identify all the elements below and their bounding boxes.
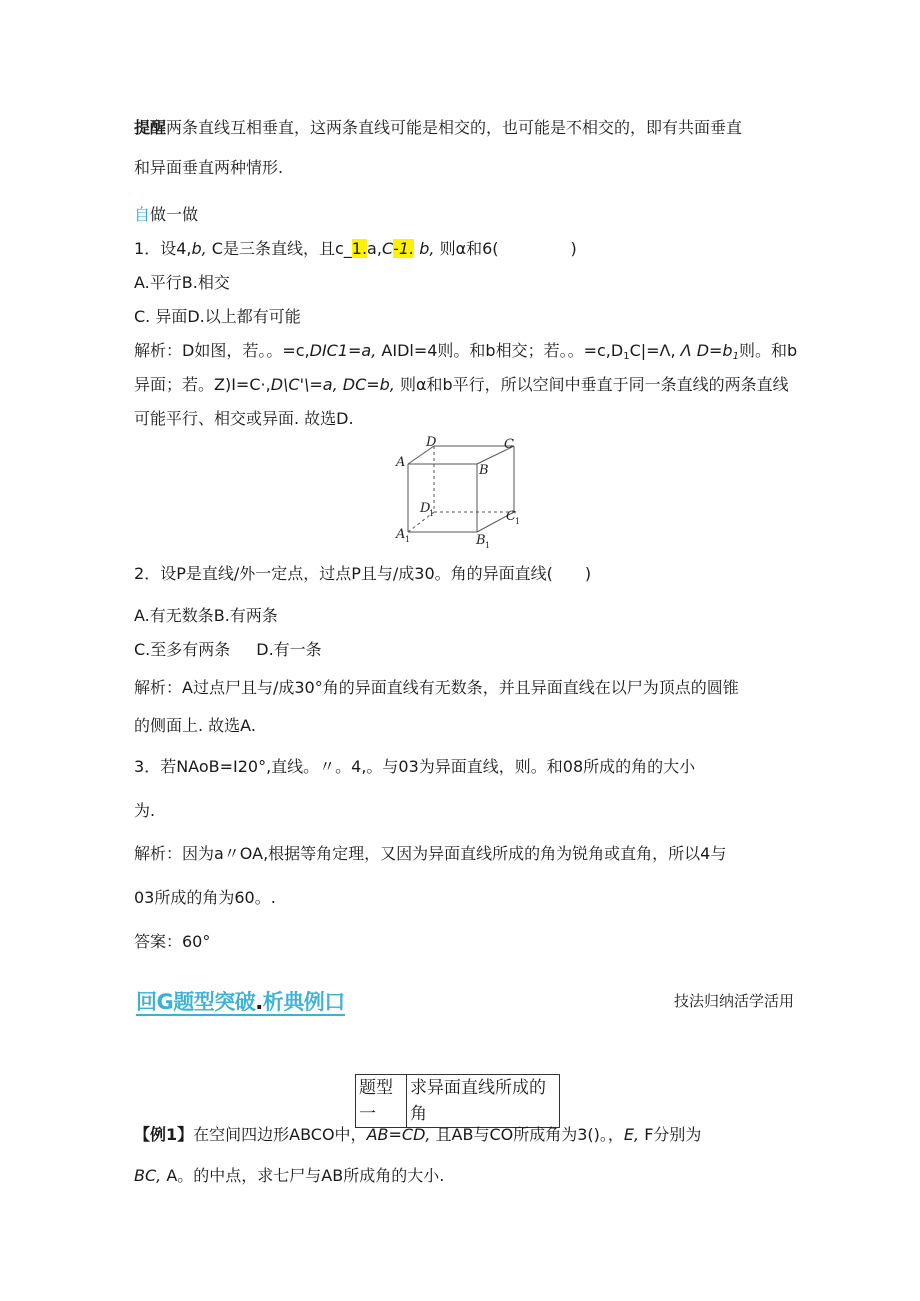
zi-title: 做一做 [150, 205, 199, 224]
q1-stem-close: ) [570, 239, 577, 258]
cube-sub-B1: 1 [485, 541, 491, 550]
example1-label: 【例1】 [134, 1125, 194, 1144]
q1-highlight-2: -1. [393, 239, 415, 258]
topic-title-cell: 求异面直线所成的角 [407, 1075, 560, 1128]
cube-label-A: A [396, 455, 406, 470]
q2-analysis-2: 的侧面上. 故选A. [134, 716, 256, 735]
q1-analysis-1c: AIDl=4则。和b相交；若。。=c,D [376, 341, 624, 360]
q1-options-cd: C. 异面D.以上都有可能 [134, 307, 301, 326]
topic-table [355, 1074, 560, 1128]
q1-stem-f: b, [414, 239, 435, 258]
section-heading-suffix: 析典例口 [262, 990, 345, 1014]
cube-label-C: C [504, 437, 514, 452]
example1-1c: 且AB与CO所成角为3()。， [430, 1125, 624, 1144]
q1-options-ab: A.平行B.相交 [134, 273, 230, 292]
q1-analysis-2a: 异面；若。Z)I=C·, [134, 375, 271, 394]
cube-sub-D1: 1 [429, 509, 435, 518]
q3-analysis-1: 解析：因为a〃OA,根据等角定理，又因为异面直线所成的角为锐角或直角，所以4与 [134, 844, 727, 863]
q1-stem-c: C是三条直线，且c_ [206, 239, 352, 258]
q3-stem-2: 为. [134, 801, 156, 820]
example1-1b: AB=CD, [366, 1125, 431, 1144]
cube-label-B: B [479, 463, 489, 478]
q1-analysis-2c: 则α和b平行，所以空间中垂直于同一条直线的两条直线 [394, 375, 789, 394]
tip-line-2 [134, 157, 283, 179]
example1-1a: 在空间四边形ABCO中， [193, 1125, 367, 1144]
example1-line-1 [134, 1124, 701, 1146]
cube-label-A1: A [396, 527, 406, 542]
q3-analysis-line-2 [134, 887, 276, 909]
q1-stem-a: ．设4, [144, 239, 192, 258]
q3-answer [134, 931, 210, 953]
q1-analysis-line-1 [134, 340, 797, 368]
q1-analysis-sub2: 1 [732, 351, 739, 362]
tip-label: 提醒 [134, 118, 167, 137]
q3-number: 3 [134, 757, 145, 776]
cube-sub-C1: 1 [515, 517, 521, 526]
q1-analysis-2b: D\C'\=a, DC=b, [270, 375, 395, 394]
cube-label-D: D [426, 435, 437, 450]
cube-label-D1: D [420, 501, 431, 516]
q1-analysis-1b: DIC1=a, [309, 341, 377, 360]
example1-1e: F分别为 [639, 1125, 702, 1144]
q2-stem-text: ．设P是直线/外一定点，过点P且与/成30。角的异面直线( ) [144, 564, 592, 583]
section-heading-prefix: 回G题型突破 [136, 990, 256, 1014]
q1-analysis-line-2 [134, 374, 789, 396]
example1-2b: A。的中点，求七尸与AB所成角的大小. [161, 1166, 445, 1185]
tip-text-2: 和异面垂直两种情形. [134, 158, 284, 177]
q2-number: 2 [134, 564, 145, 583]
q1-analysis-1d: C|=Λ, [629, 341, 681, 360]
tip-line-1 [134, 117, 742, 139]
q1-stem-g: 则α和6( [434, 239, 499, 258]
q1-stem [134, 238, 577, 260]
q2-option-d: D.有一条 [256, 640, 322, 659]
cube-label-B1: B [476, 533, 486, 548]
section-zi-title [134, 204, 198, 226]
q3-analysis-2: 03所成的角为60。. [134, 888, 276, 907]
topic-table-row [356, 1075, 560, 1128]
q1-analysis-line-3 [134, 408, 354, 430]
q2-analysis-line-1 [134, 677, 739, 699]
q3-stem-line-2 [134, 800, 155, 822]
tip-text-1: 两条直线互相垂直，这两条直线可能是相交的，也可能是不相交的，即有共面垂直 [166, 118, 743, 137]
cube-sub-A1: 1 [405, 535, 411, 544]
example1-2a: BC, [134, 1166, 162, 1185]
q2-options-ab: A.有无数条B.有两条 [134, 606, 278, 625]
q3-stem [134, 756, 695, 778]
section-heading-dot: . [255, 990, 263, 1014]
q1-options-row-2 [134, 306, 301, 328]
q1-options-row-1 [134, 272, 230, 294]
zi-icon: 自 [134, 205, 151, 224]
q1-number: 1 [134, 239, 145, 258]
q2-options-row-2 [134, 639, 322, 661]
q3-answer-text: 答案：60° [134, 932, 211, 951]
q1-analysis-3: 可能平行、相交或异面. 故选D. [134, 409, 354, 428]
q1-analysis-1e: Λ D=b [680, 341, 733, 360]
cube-edges [408, 446, 514, 532]
cube-figure [392, 434, 532, 550]
q1-analysis-1f: 则。和b [738, 341, 798, 360]
q2-analysis-1: 解析：A过点尸且与/成30°角的异面直线有无数条，并且异面直线在以尸为顶点的圆锥 [134, 678, 739, 697]
example1-line-2 [134, 1165, 444, 1187]
example1-1d: E, [623, 1125, 640, 1144]
q1-highlight-1: 1. [351, 239, 368, 258]
q2-stem [134, 563, 591, 585]
cube-label-C1: C [506, 509, 516, 524]
q2-options-row-1 [134, 605, 278, 627]
section-heading [136, 986, 345, 1016]
topic-type-cell: 题型一 [356, 1075, 407, 1128]
q2-analysis-line-2 [134, 715, 256, 737]
q3-analysis-line-1 [134, 843, 726, 865]
q3-stem-text: ．若NAoB=I20°,直线。〃。4,。与03为异面直线，则。和08所成的角的大小 [144, 757, 696, 776]
q1-stem-d: a, [367, 239, 382, 258]
q1-analysis-1a: 解析：D如图，若。。=c, [134, 341, 310, 360]
q1-stem-b: b, [191, 239, 207, 258]
q1-analysis-sub1: 1 [623, 351, 630, 362]
section-heading-right: 技法归纳活学活用 [674, 992, 795, 1010]
q1-stem-e: C [381, 239, 394, 258]
q2-option-c: C.至多有两条 [134, 640, 231, 659]
